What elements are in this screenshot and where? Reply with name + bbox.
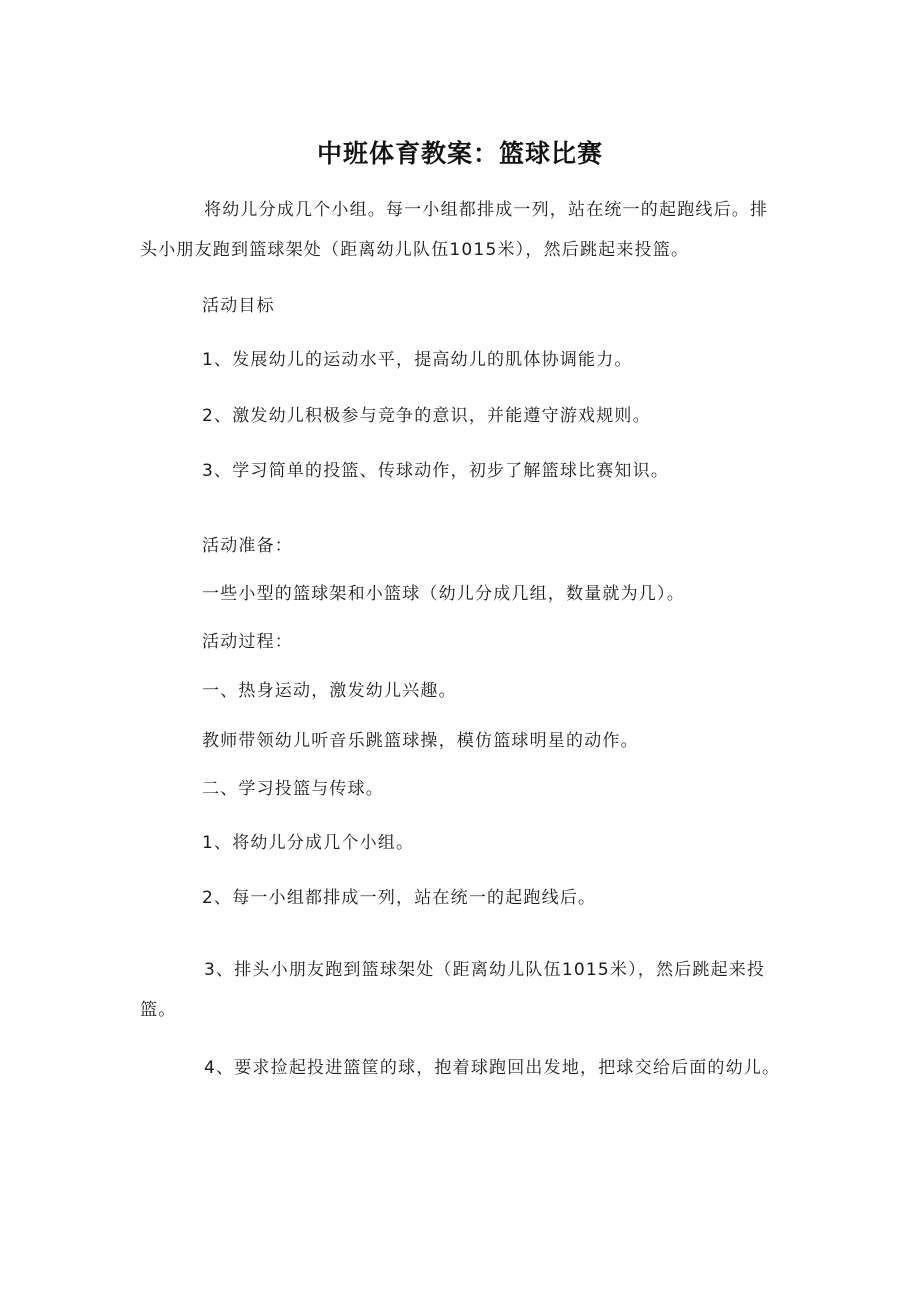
- intro-paragraph: 将幼儿分成几个小组。每一小组都排成一列，站在统一的起跑线后。排头小朋友跑到篮球架处（距离幼儿队伍1015米），然后跳起来投篮。: [140, 200, 769, 260]
- step1-heading: 一、热身运动，激发幼儿兴趣。: [202, 681, 457, 701]
- step2-heading: 二、学习投篮与传球。: [202, 779, 384, 799]
- prep-heading: 活动准备：: [202, 536, 293, 556]
- step2-item-1: 1、将幼儿分成几个小组。: [202, 833, 415, 853]
- goal-item-2: 2、激发幼儿积极参与竞争的意识，并能遵守游戏规则。: [202, 406, 651, 426]
- process-heading: 活动过程：: [202, 632, 293, 652]
- step2-item-4: 4、要求捡起投进篮筐的球，抱着球跑回出发地，把球交给后面的幼儿。: [204, 1058, 781, 1078]
- goal-item-3: 3、学习简单的投篮、传球动作，初步了解篮球比赛知识。: [202, 461, 670, 481]
- goal-item-1: 1、发展幼儿的运动水平，提高幼儿的肌体协调能力。: [202, 350, 633, 370]
- document-title: 中班体育教案：篮球比赛: [316, 139, 603, 168]
- goals-heading: 活动目标: [202, 296, 275, 316]
- step2-item-2: 2、每一小组都排成一列，站在统一的起跑线后。: [202, 888, 597, 908]
- step2-item-3: 3、排头小朋友跑到篮球架处（距离幼儿队伍1015米），然后跳起来投篮。: [140, 960, 766, 1020]
- step1-text: 教师带领幼儿听音乐跳篮球操，模仿篮球明星的动作。: [202, 731, 639, 751]
- prep-text: 一些小型的篮球架和小篮球（幼儿分成几组，数量就为几）。: [202, 584, 685, 604]
